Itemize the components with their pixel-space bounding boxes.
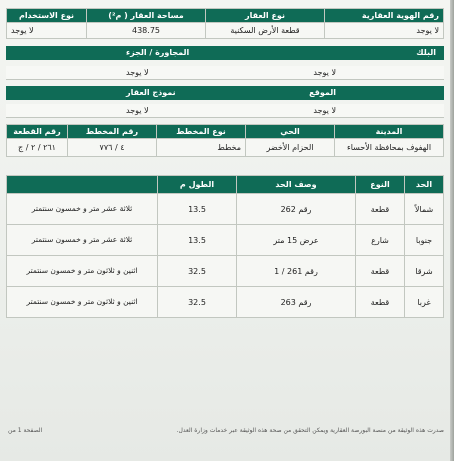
model-header: نموذج العقار <box>126 88 176 97</box>
table-row <box>7 287 444 318</box>
header-usage-type: نوع الاستخدام <box>7 9 87 23</box>
row-type: قطعة <box>356 256 405 287</box>
neighbor-header: المجاورة / الجزء <box>126 48 190 57</box>
row-side: جنوبا <box>405 225 444 256</box>
row-type: قطعة <box>356 194 405 225</box>
row-side: شمالاً <box>405 194 444 225</box>
header-property-type: نوع العقار <box>206 9 325 23</box>
row-side: غربا <box>405 287 444 318</box>
value-district: الحزام الأخضر <box>246 139 335 157</box>
row-length: 13.5 <box>158 194 237 225</box>
row-length-text: اثنين و ثلاثون متر و خمسون سنتمتر <box>7 256 158 287</box>
row-description: رقم 262 <box>237 194 356 225</box>
table-row <box>7 256 444 287</box>
block-value-row <box>6 66 444 80</box>
row-type: قطعة <box>356 287 405 318</box>
footer-note: صدرت هذه الوثيقة من منصة البورصة العقارية ويمكن التحقق من صحة هذه الوثيقة عبر خدمات وزارة العدل. <box>176 427 444 434</box>
value-plot-number: ٢٦١ / ٢ / ج <box>7 139 68 157</box>
value-usage-type: لا يوجد <box>7 23 87 39</box>
neighbor-value: لا يوجد <box>126 68 149 77</box>
row-length: 13.5 <box>158 225 237 256</box>
row-length: 32.5 <box>158 287 237 318</box>
model-value: لا يوجد <box>126 106 149 115</box>
header-description: وصف الحد <box>237 176 356 194</box>
row-type: شارع <box>356 225 405 256</box>
value-property-area: 438.75 <box>87 23 206 39</box>
header-type: النوع <box>356 176 405 194</box>
header-district: الحي <box>246 125 335 139</box>
row-side: شرقا <box>405 256 444 287</box>
property-info-table <box>6 8 444 39</box>
value-property-id: لا يوجد <box>325 23 444 39</box>
header-length-text <box>7 176 158 194</box>
header-plot-number: رقم القطعة <box>7 125 68 139</box>
location-value: لا يوجد <box>313 106 336 115</box>
location-header: الموقع <box>309 88 336 97</box>
block-header: البلك <box>416 48 436 57</box>
table-row <box>7 225 444 256</box>
block-bar <box>6 46 444 60</box>
address-table <box>6 124 444 157</box>
header-plan-type: نوع المخطط <box>157 125 246 139</box>
header-property-area: مساحة العقار ( م²) <box>87 9 206 23</box>
header-plan-number: رقم المخطط <box>68 125 157 139</box>
row-description: عرض 15 متر <box>237 225 356 256</box>
boundaries-table <box>6 175 444 318</box>
value-property-type: قطعة الأرض السكنية <box>206 23 325 39</box>
row-description: رقم 261 / 1 <box>237 256 356 287</box>
row-length-text: اثنين و ثلاثون متر و خمسون سنتمتر <box>7 287 158 318</box>
block-value: لا يوجد <box>313 68 336 77</box>
location-bar <box>6 86 444 100</box>
header-city: المدينة <box>335 125 444 139</box>
value-city: الهفوف بمحافظة الأحساء <box>335 139 444 157</box>
row-length-text: ثلاثة عشر متر و خمسون سنتمتر <box>7 225 158 256</box>
row-description: رقم 263 <box>237 287 356 318</box>
value-plan-number: ٤ / ٧٧٦ <box>68 139 157 157</box>
header-property-id: رقم الهوية العقارية <box>325 9 444 23</box>
row-length: 32.5 <box>158 256 237 287</box>
header-side: الحد <box>405 176 444 194</box>
page-edge-shadow <box>450 0 454 461</box>
location-value-row <box>6 104 444 118</box>
row-length-text: ثلاثة عشر متر و خمسون سنتمتر <box>7 194 158 225</box>
footer-page-number: الصفحة 1 من <box>8 427 43 434</box>
value-plan-type: مخطط <box>157 139 246 157</box>
header-length: الطول م <box>158 176 237 194</box>
table-row <box>7 194 444 225</box>
